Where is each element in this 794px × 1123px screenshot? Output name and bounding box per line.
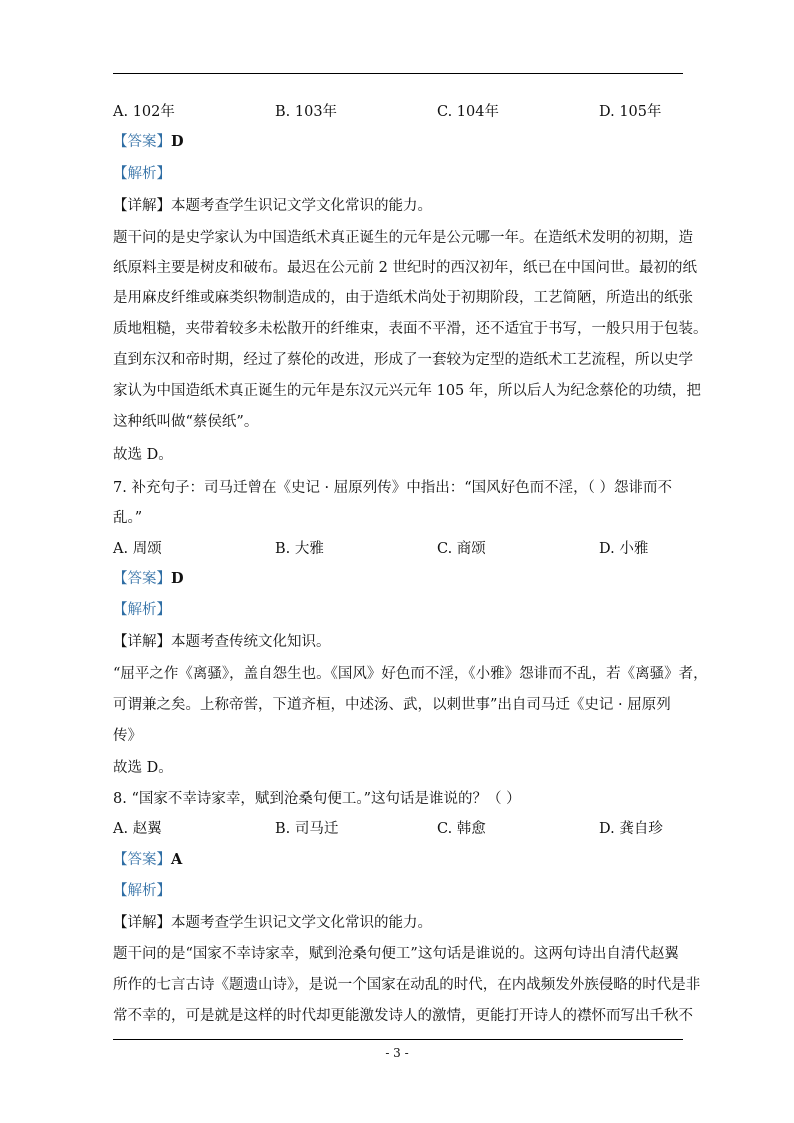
- body-line: 这种纸叫做“蔡侯纸”。: [113, 414, 259, 430]
- detail-line: [113, 913, 688, 933]
- answer-line: [113, 569, 688, 589]
- body-line: 传》: [113, 728, 142, 744]
- body-line: 常不幸的，可是就是这样的时代却更能激发诗人的激情，更能打开诗人的襟怀而写出千秋不: [113, 1008, 693, 1024]
- page-number: - 3 -: [385, 1046, 409, 1060]
- analysis-tag: 【解析】: [113, 602, 171, 618]
- answer-value: D: [171, 570, 184, 587]
- answer-tag: 【答案】: [113, 852, 171, 868]
- body-line: 纸原料主要是树皮和破布。最迟在公元前 2 世纪时的西汉初年，纸已在中国问世。最初的纸: [113, 260, 697, 276]
- body-line: 是用麻皮纤维或麻类织物制造成的，由于造纸术尚处于初期阶段，工艺简陋，所造出的纸张: [113, 290, 693, 306]
- option-c: C. 商颂: [437, 541, 486, 557]
- detail-intro: 本题考查学生识记文学文化常识的能力。: [171, 198, 432, 214]
- answer-tag: 【答案】: [113, 134, 171, 150]
- option-a: A. 周颂: [113, 541, 162, 557]
- answer-tag: 【答案】: [113, 571, 171, 587]
- detail-line: [113, 196, 688, 216]
- question-stem: 8. “国家不幸诗家幸，赋到沧桑句便工。”这句话是谁说的？（ ）: [113, 791, 521, 807]
- detail-intro: 本题考查传统文化知识。: [171, 634, 331, 650]
- body-line: 题干问的是史学家认为中国造纸术真正诞生的元年是公元哪一年。在造纸术发明的初期，造: [113, 230, 693, 246]
- conclusion: 故选 D。: [113, 760, 173, 776]
- conclusion: 故选 D。: [113, 447, 173, 463]
- option-a: A. 102年: [113, 104, 175, 120]
- option-d: D. 105年: [599, 104, 662, 120]
- detail-line: [113, 632, 688, 652]
- body-line: 可谓兼之矣。上称帝喾，下道齐桓，中述汤、武，以刺世事”出自司马迁《史记 · 屈原列: [113, 697, 671, 713]
- footer-rule: [113, 1039, 683, 1040]
- detail-tag: 【详解】: [113, 634, 171, 650]
- body-line: 题干问的是“国家不幸诗家幸，赋到沧桑句便工”这句话是谁说的。这两句诗出自清代赵翼: [113, 946, 679, 962]
- option-a: A. 赵翼: [113, 821, 162, 837]
- option-b: B. 司马迁: [275, 821, 339, 837]
- analysis-tag: 【解析】: [113, 883, 171, 899]
- body-line: 直到东汉和帝时期，经过了蔡伦的改进，形成了一套较为定型的造纸术工艺流程，所以史学: [113, 352, 693, 368]
- answer-value: D: [171, 133, 184, 150]
- answer-value: A: [171, 851, 183, 868]
- option-d: D. 龚自珍: [599, 821, 663, 837]
- body-line: 所作的七言古诗《题遗山诗》，是说一个国家在动乱的时代，在内战频发外族侵略的时代是非: [113, 977, 701, 993]
- option-b: B. 103年: [275, 104, 338, 120]
- body-line: 家认为中国造纸术真正诞生的元年是东汉元兴元年 105 年，所以后人为纪念蔡伦的功绩，把: [113, 383, 701, 399]
- detail-tag: 【详解】: [113, 198, 171, 214]
- option-b: B. 大雅: [275, 541, 324, 557]
- answer-line: [113, 850, 688, 870]
- question-stem: 乱。”: [113, 510, 143, 526]
- answer-line: [113, 132, 688, 152]
- body-line: “屈平之作《离骚》，盖自怨生也。《国风》好色而不淫，《小雅》怨诽而不乱，若《离骚》者，: [113, 666, 708, 682]
- analysis-tag: 【解析】: [113, 166, 171, 182]
- option-d: D. 小雅: [599, 541, 649, 557]
- question-stem: 7. 补充句子：司马迁曾在《史记 · 屈原列传》中指出：“国风好色而不淫，（ ）怨诽而不: [113, 480, 673, 496]
- body-line: 质地粗糙，夹带着较多未松散开的纤维束，表面不平滑，还不适宜于书写，一般只用于包装。: [113, 321, 708, 337]
- option-c: C. 104年: [437, 104, 499, 120]
- detail-intro: 本题考查学生识记文学文化常识的能力。: [171, 915, 432, 931]
- option-c: C. 韩愈: [437, 821, 486, 837]
- header-rule: [113, 73, 683, 74]
- detail-tag: 【详解】: [113, 915, 171, 931]
